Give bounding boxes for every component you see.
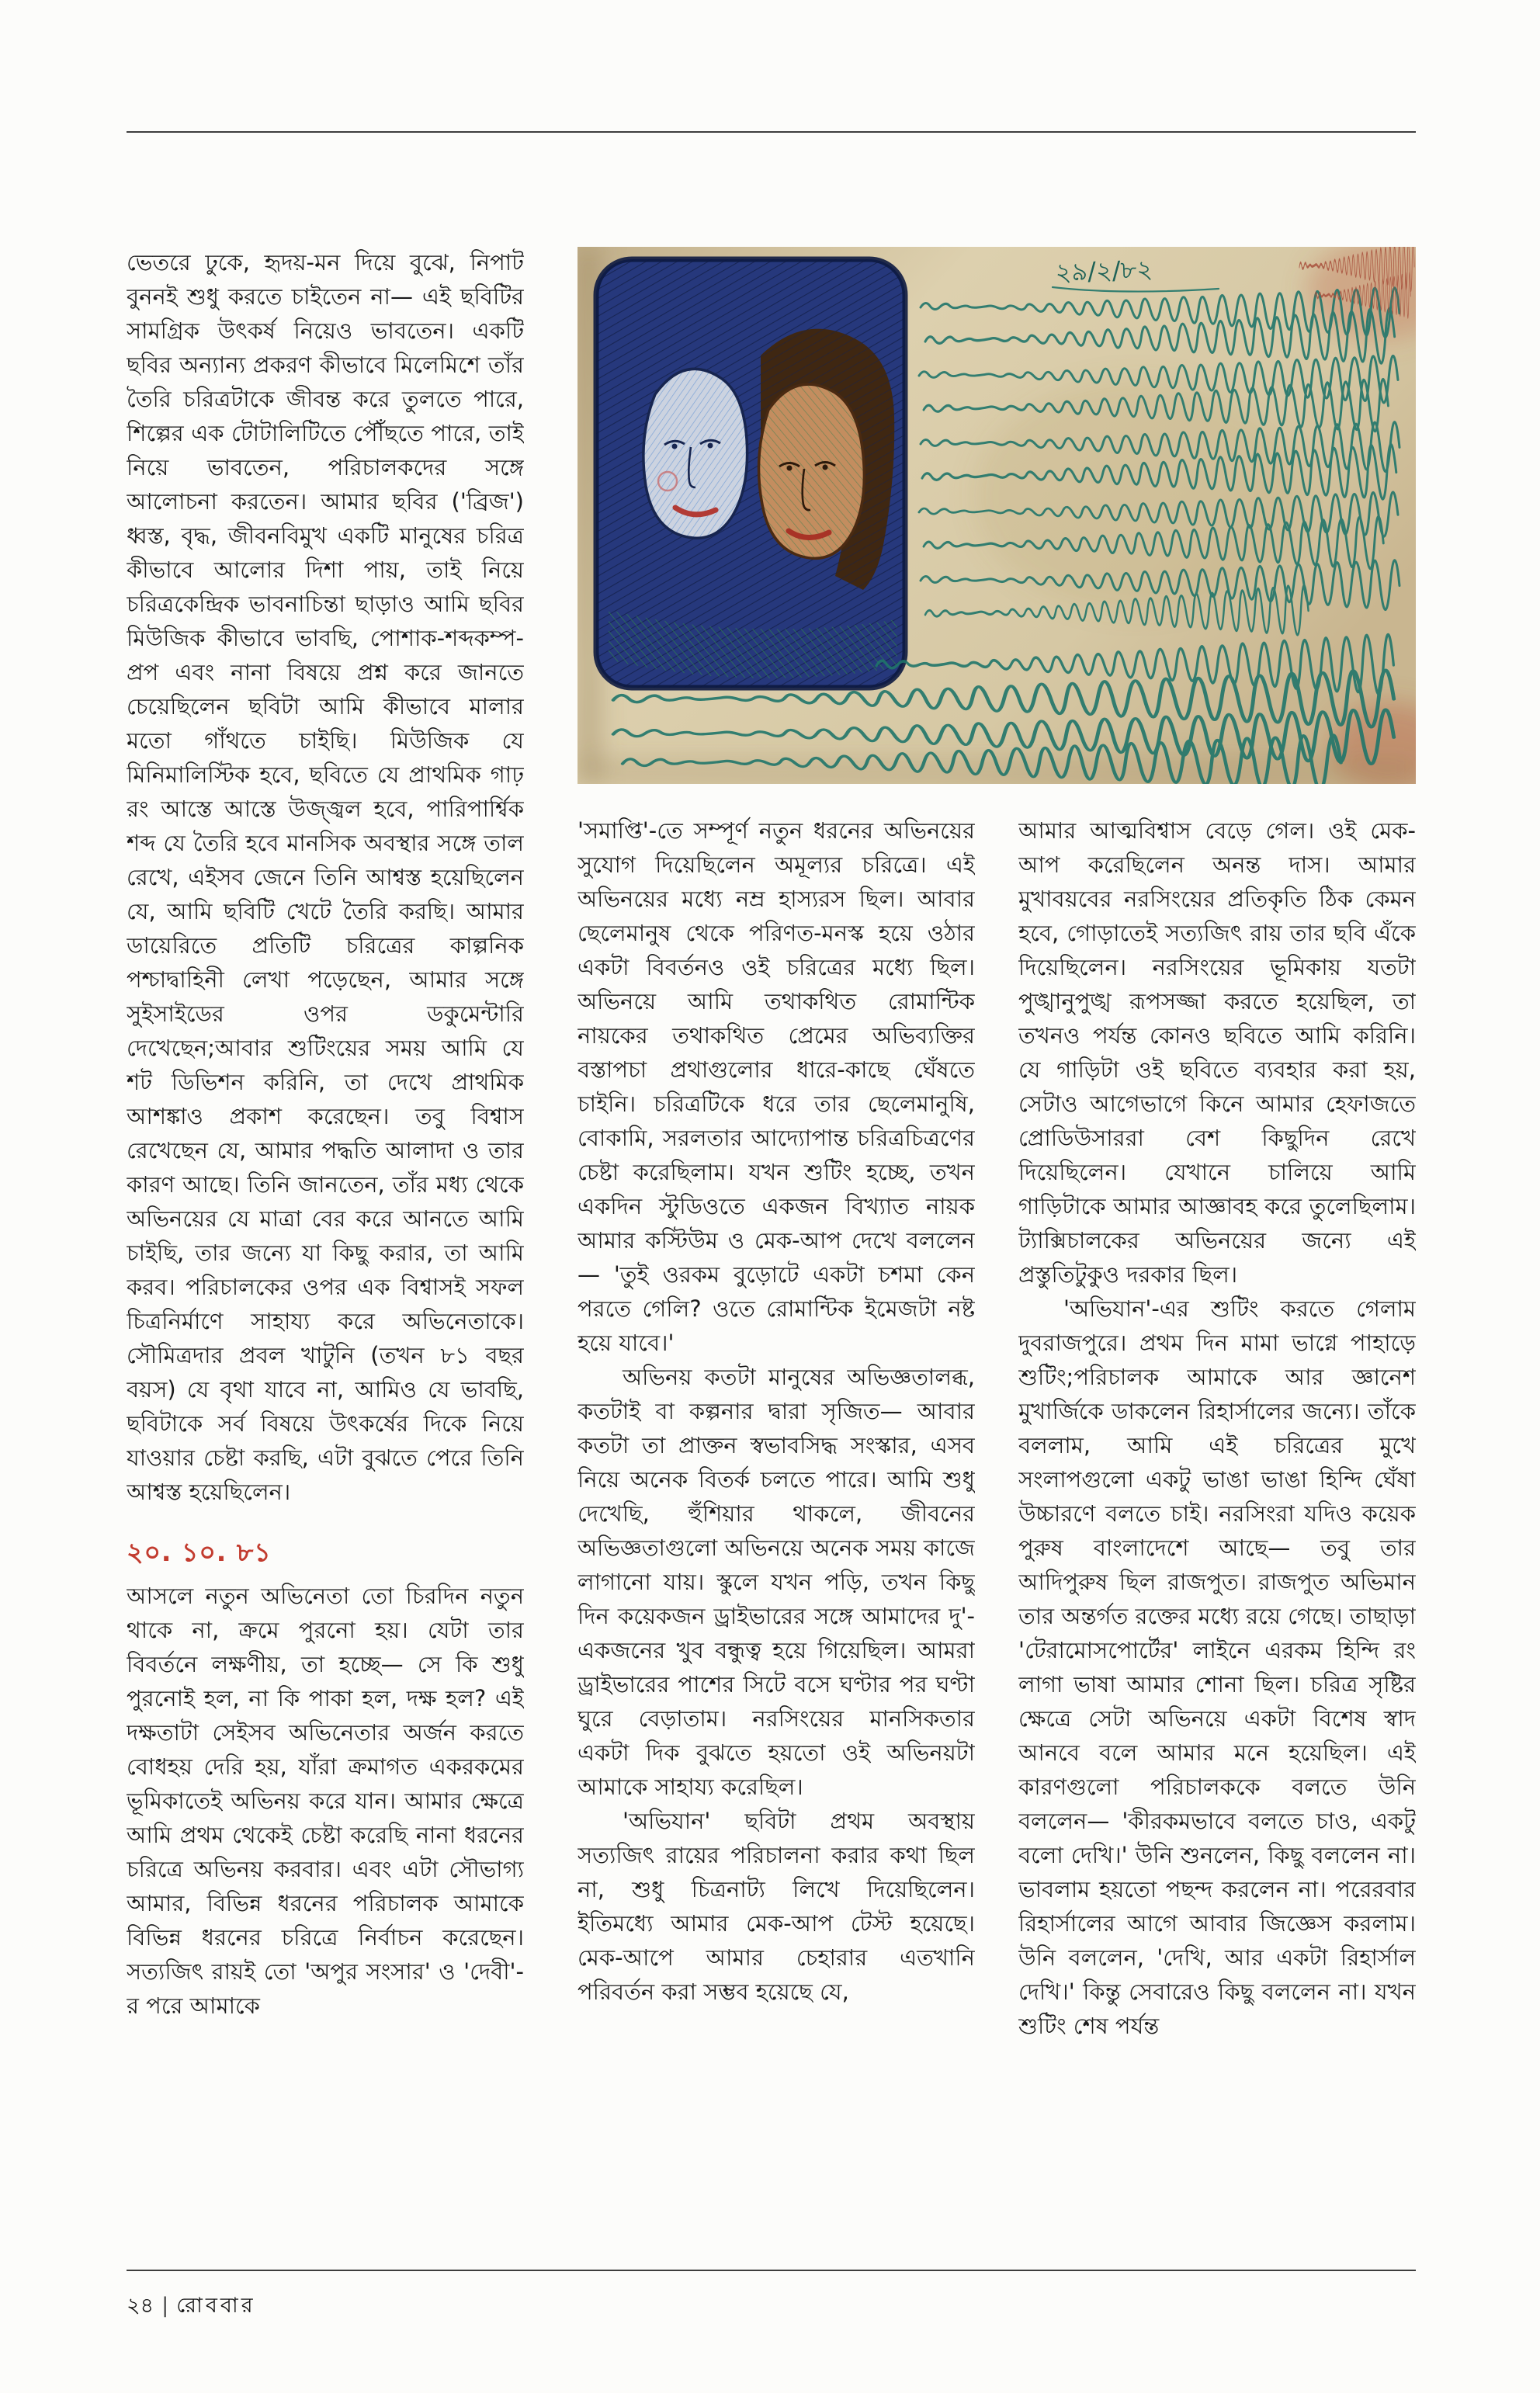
magazine-title: রোববার xyxy=(176,2294,256,2318)
body-paragraph: 'সমাপ্তি'-তে সম্পূর্ণ নতুন ধরনের অভিনয়ের সুযোগ দিয়েছিলেন অমূল্যর চরিত্রে। এই অভিনয়ের মধ্যে নম্র হাস্যরস ছিল। আবার ছেলেমানুষ থেকে পরিণত-মনস্ক হয়ে ওঠার একটা বিবর্তনও ওই চরিত্রের মধ্যে ছিল। অভিনয়ে আমি তথাকথিত রোমান্টিক নায়কের তথাকথিত প্রেমের অভিব্যক্তির বস্তাপচা প্রথাগুলোর ধারে-কাছে ঘেঁষতে চাইনি। চরিত্রটিকে ধরে তার ছেলেমানুষি, বোকামি, সরলতার আদ্যোপান্ত চরিত্রচিত্রণের চেষ্টা করেছিলাম। যখন শুটিং হচ্ছে, তখন একদিন স্টুডিওতে একজন বিখ্যাত নায়ক আমার কস্টিউম ও মেক-আপ দেখে বললেন— 'তুই ওরকম বুড়োটে একটা চশমা কেন পরতে গেলি? ওতে রোমান্টিক ইমেজটা নষ্ট হয়ে যাবে।' xyxy=(578,817,975,1356)
page-footer xyxy=(127,2290,256,2325)
body-paragraph: আসলে নতুন অভিনেতা তো চিরদিন নতুন থাকে না, ক্রমে পুরনো হয়। যেটা তার বিবর্তনে লক্ষণীয়, তা হচ্ছে— সে কি শুধু পুরনোই হল, না কি পাকা হল, দক্ষ হল? এই দক্ষতাটা সেইসব অভিনেতার অর্জন করতে বোধহয় দেরি হয়, যাঁরা ক্রমাগত একরকমের ভূমিকাতেই অভিনয় করে যান। আমার ক্ষেত্রে আমি প্রথম থেকেই চেষ্টা করেছি নানা ধরনের চরিত্রে অভিনয় করবার। এবং এটা সৌভাগ্য আমার, বিভিন্ন ধরনের পরিচালক আমাকে বিভিন্ন ধরনের চরিত্রে নির্বাচন করেছেন। সত্যজিৎ রায়ই তো 'অপুর সংসার' ও 'দেবী'-র পরে আমাকে xyxy=(127,1583,524,2019)
note-date: ২৯/২/৮২ xyxy=(1054,254,1153,287)
body-paragraph: 'অভিযান'-এর শুটিং করতে গেলাম দুবরাজপুরে। প্রথম দিন মামা ভাগ্নে পাহাড়ে শুটিং;পরিচালক আমাকে আর জ্ঞানেশ মুখার্জিকে ডাকলেন রিহার্সালের জন্যে। তাঁকে বললাম, আমি এই চরিত্রের মুখে সংলাপগুলো একটু ভাঙা ভাঙা হিন্দি ঘেঁষা উচ্চারণে বলতে চাই। নরসিংরা যদিও কয়েক পুরুষ বাংলাদেশে আছে— তবু তার আদিপুরুষ ছিল রাজপুত। রাজপুত অভিমান তার অন্তর্গত রক্তের মধ্যে রয়ে গেছে। তাছাড়া 'টেরামোসপোর্টের' লাইনে এরকম হিন্দি রং লাগা ভাষা আমার শোনা ছিল। চরিত্র সৃষ্টির ক্ষেত্রে সেটা অভিনয়ে একটা বিশেষ স্বাদ আনবে বলে আমার মনে হয়েছিল। এই কারণগুলো পরিচালককে বলতে উনি বললেন— 'কীরকমভাবে বলতে চাও, একটু বলো দেখি।' উনি শুনলেন, কিছু বললেন না। ভাবলাম হয়তো পছন্দ করলেন না। পরেরবার রিহার্সালের আগে আবার জিজ্ঞেস করলাম। উনি বললেন, 'দেখি, আর একটা রিহার্সাল দেখি।' কিন্তু সেবারেও কিছু বললেন না। যখন শুটিং শেষ পর্যন্ত xyxy=(1018,1295,1416,2039)
diary-artwork xyxy=(578,247,1416,784)
footer-separator: | xyxy=(161,2294,169,2318)
body-paragraph: অভিনয় কতটা মানুষের অভিজ্ঞতালব্ধ, কতটাই বা কল্পনার দ্বারা সৃজিত— আবার কতটা তা প্রাক্তন স্বভাবসিদ্ধ সংস্কার, এসব নিয়ে অনেক বিতর্ক চলতে পারে। আমি শুধু দেখেছি, হুঁশিয়ার থাকলে, জীবনের অভিজ্ঞতাগুলো অভিনয়ে অনেক সময় কাজে লাগানো যায়। স্কুলে যখন পড়ি, তখন কিছু দিন কয়েকজন ড্রাইভারের সঙ্গে আমাদের দু'-একজনের খুব বন্ধুত্ব হয়ে গিয়েছিল। আমরা ড্রাইভারের পাশের সিটে বসে ঘণ্টার পর ঘণ্টা ঘুরে বেড়াতাম। নরসিংয়ের মানসিকতার একটা দিক বুঝতে হয়তো ওই অভিনয়টা আমাকে সাহায্য করেছিল। xyxy=(578,1364,975,1800)
crayon-portrait-sketch xyxy=(596,259,905,688)
sketch-face-left xyxy=(643,369,747,538)
body-paragraph: 'অভিযান' ছবিটা প্রথম অবস্থায় সত্যজিৎ রায়ের পরিচালনা করার কথা ছিল না, শুধু চিত্রনাট্য লিখে দিয়েছিলেন। ইতিমধ্যে আমার মেক-আপ টেস্ট হয়েছে। মেক-আপে আমার চেহারার এতখানি পরিবর্তন করা সম্ভব হয়েছে যে, xyxy=(578,1808,975,2005)
body-paragraph: ভেতরে ঢুকে, হৃদয়-মন দিয়ে বুঝে, নিপাট বুননই শুধু করতে চাইতেন না— এই ছবিটির সামগ্রিক উৎকর্ষ নিয়েও ভাবতেন। একটি ছবির অন্যান্য প্রকরণ কীভাবে মিলেমিশে তাঁর তৈরি চরিত্রটাকে জীবন্ত করে তুলতে পারে, শিল্পের এক টোটালিটিতে পৌঁছতে পারে, তাই নিয়ে ভাবতেন, পরিচালকদের সঙ্গে আলোচনা করতেন। আমার ছবির ('ব্রিজ') ধ্বস্ত, বৃদ্ধ, জীবনবিমুখ একটি মানুষের চরিত্র কীভাবে আলোর দিশা পায়, তাই নিয়ে চরিত্রকেন্দ্রিক ভাবনাচিন্তা ছাড়াও আমি ছবির মিউজিক কীভাবে ভাবছি, পোশাক-শব্দকম্প-প্রপ এবং নানা বিষয়ে প্রশ্ন করে জানতে চেয়েছিলেন ছবিটা আমি কীভাবে মালার মতো গাঁথতে চাইছি। মিউজিক যে মিনিমালিস্টিক হবে, ছবিতে যে প্রাথমিক গাঢ় রং আস্তে আস্তে উজ্জ্বল হবে, পারিপার্শ্বিক শব্দ যে তৈরি হবে মানসিক অবস্থার সঙ্গে তাল রেখে, এইসব জেনে তিনি আশ্বস্ত হয়েছিলেন যে, আমি ছবিটি খেটে তৈরি করছি। আমার ডায়েরিতে প্রতিটি চরিত্রের কাল্পনিক পশ্চাদ্বাহিনী লেখা পড়েছেন, আমার সঙ্গে সুইসাইডের ওপর ডকুমেন্টারি দেখেছেন;আবার শুটিংয়ের সময় আমি যে শট ডিভিশন করিনি, তা দেখে প্রাথমিক আশঙ্কাও প্রকাশ করেছেন। তবু বিশ্বাস রেখেছেন যে, আমার পদ্ধতি আলাদা ও তার কারণ আছে। তিনি জানতেন, তাঁর মধ্য থেকে অভিনয়ের যে মাত্রা বের করে আনতে আমি চাইছি, তার জন্যে যা কিছু করার, তা আমি করব। পরিচালকের ওপর এক বিশ্বাসই সফল চিত্রনির্মাণে সাহায্য করে অভিনেতাকে। সৌমিত্রদার প্রবল খাটুনি (তখন ৮১ বছর বয়স) যে বৃথা যাবে না, আমিও যে ভাবছি, ছবিটাকে সর্ব বিষয়ে উৎকর্ষের দিকে নিয়ে যাওয়ার চেষ্টা করছি, এটা বুঝতে পেরে তিনি আশ্বস্ত হয়েছিলেন। xyxy=(127,249,524,1505)
bottom-rule xyxy=(127,2270,1416,2271)
text-column-left xyxy=(127,245,524,2201)
diary-date-heading: ২০. ১০. ৮১ xyxy=(127,1537,272,1567)
text-column-middle xyxy=(578,813,975,2203)
diary-artwork-svg xyxy=(578,247,1416,784)
top-rule xyxy=(127,131,1416,133)
text-column-right xyxy=(1018,813,1416,2203)
page-number: ২৪ xyxy=(127,2294,154,2318)
body-paragraph: আমার আত্মবিশ্বাস বেড়ে গেল। ওই মেক-আপ করেছিলেন অনন্ত দাস। আমার মুখাবয়বের নরসিংয়ের প্রতিকৃতি ঠিক কেমন হবে, গোড়াতেই সত্যজিৎ রায় তার ছবি এঁকে দিয়েছিলেন। নরসিংয়ের ভূমিকায় যতটা পুঙ্খানুপুঙ্খ রূপসজ্জা করতে হয়েছিল, তা তখনও পর্যন্ত কোনও ছবিতে আমি করিনি। যে গাড়িটা ওই ছবিতে ব্যবহার করা হয়, সেটাও আগেভাগে কিনে আমার হেফাজতে প্রোডিউসাররা বেশ কিছুদিন রেখে দিয়েছিলেন। যেখানে চালিয়ে আমি গাড়িটাকে আমার আজ্ঞাবহ করে তুলেছিলাম। ট্যাক্সিচালকের অভিনয়ের জন্যে এই প্রস্তুতিটুকুও দরকার ছিল। xyxy=(1018,817,1416,1288)
